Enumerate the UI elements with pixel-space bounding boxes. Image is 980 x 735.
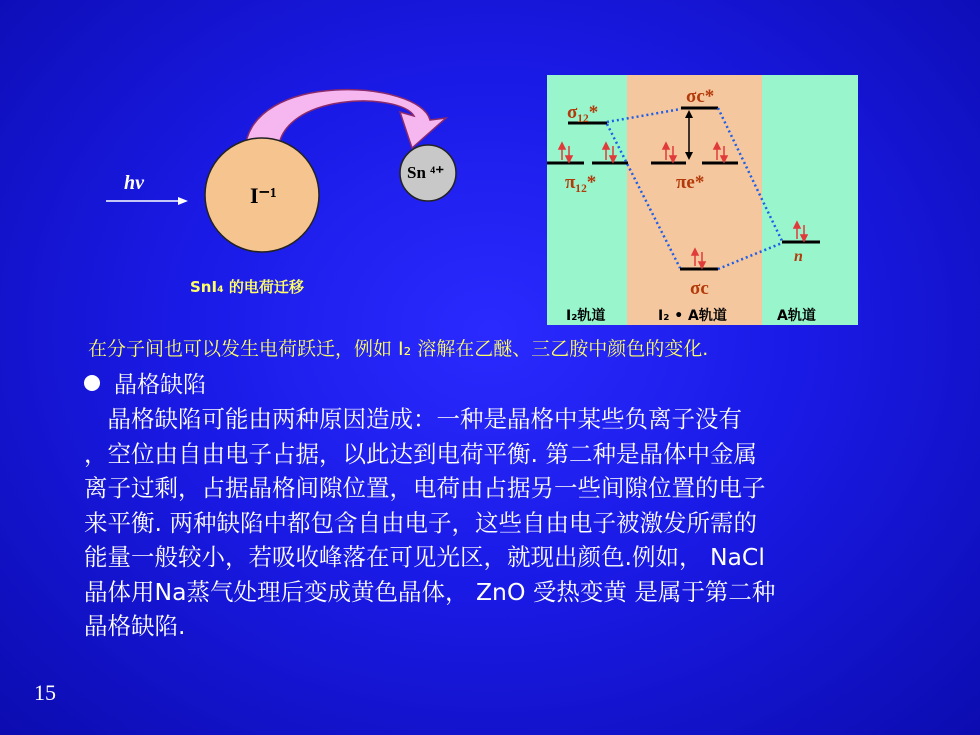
section-heading <box>84 366 206 399</box>
body-paragraph <box>84 402 904 644</box>
page-number: 15 <box>34 680 56 705</box>
paragraph-line: ，空位由自由电子占据，以此达到电荷平衡. 第二种是晶体中金属 <box>84 439 757 468</box>
paragraph-line: 离子过剩，占据晶格间隙位置，电荷由占据另一些间隙位置的电子 <box>84 474 766 502</box>
sigma-c-label: σc <box>690 278 709 299</box>
col-i2-label: I₂轨道 <box>566 308 606 324</box>
charge-transfer-figure <box>0 0 980 330</box>
left-caption: SnI₄ 的电荷迁移 <box>190 278 304 296</box>
n-label: n <box>794 248 803 265</box>
sigma12-star-label: σ₁₂* <box>567 102 599 123</box>
intermolecular-caption: 在分子间也可以发生电荷跃迁，例如 I₂ 溶解在乙醚、三乙胺中颜色的变化. <box>88 338 709 360</box>
pi12-star-label: π₁₂* <box>565 172 597 193</box>
section-title: 晶格缺陷 <box>114 372 206 398</box>
tin-label: Sn ⁴⁺ <box>407 163 445 182</box>
paragraph-line: 晶格缺陷. <box>84 612 186 640</box>
paragraph-line: 来平衡. 两种缺陷中都包含自由电子，这些自由电子被激发所需的 <box>84 508 757 537</box>
paragraph-line: 晶体用Na蒸气处理后变成黄色晶体， ZnO 受热变黄 是属于第二种 <box>84 577 776 606</box>
a-orbital-panel <box>762 75 858 325</box>
col-complex-label: I₂ • A轨道 <box>658 308 727 324</box>
col-a-label: A轨道 <box>777 308 816 324</box>
light-arrowhead <box>178 197 188 205</box>
hv-label: hv <box>124 172 144 194</box>
sigma-c-star-label: σc* <box>686 86 715 107</box>
iodide-label: I⁻¹ <box>250 183 277 208</box>
paragraph-line: 晶格缺陷可能由两种原因造成：一种是晶格中某些负离子没有 <box>84 405 742 433</box>
pie-star-label: πe* <box>676 172 705 193</box>
bullet-icon <box>84 375 100 391</box>
paragraph-line: 能量一般较小，若吸收峰落在可见光区，就现出颜色.例如， NaCl <box>84 543 765 571</box>
